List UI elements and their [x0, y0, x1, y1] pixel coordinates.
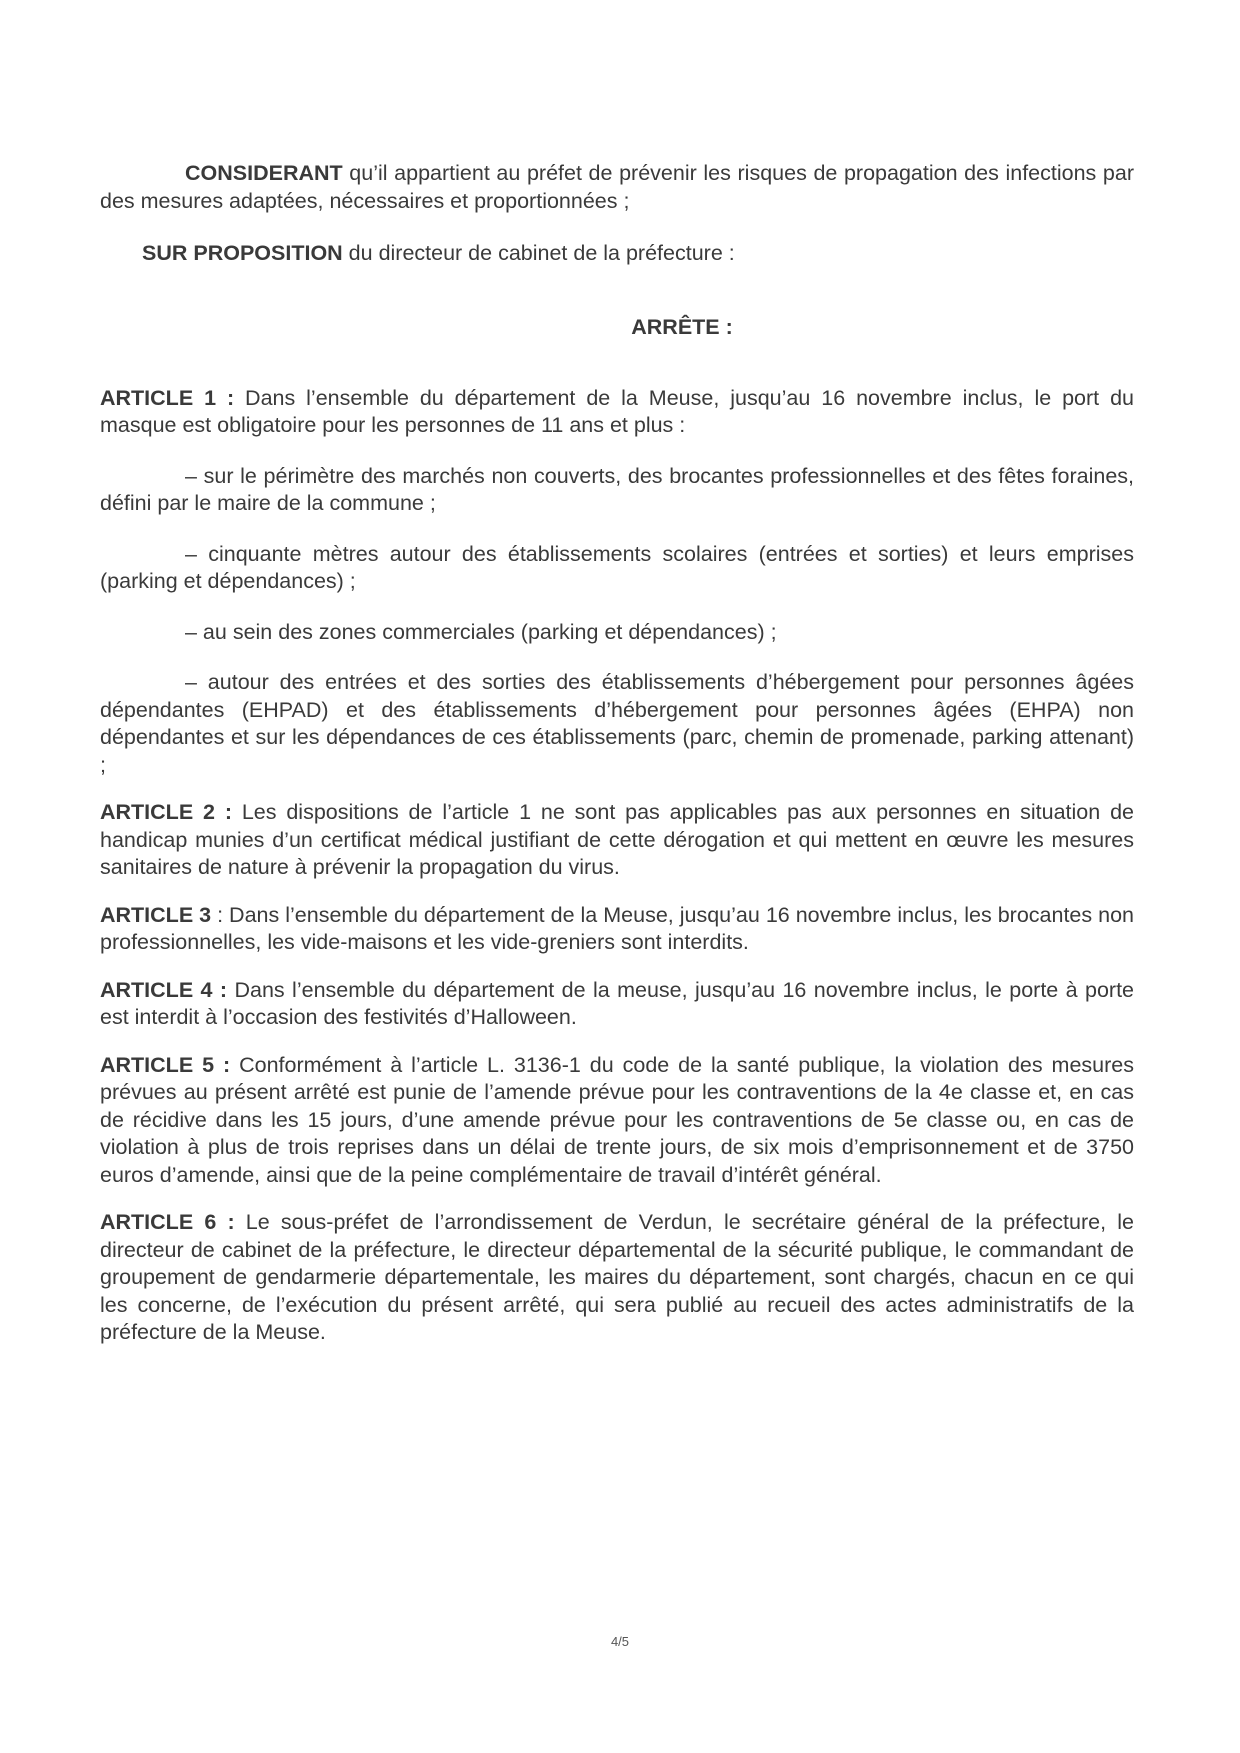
article-3-text: : Dans l’ensemble du département de la Meuse, jusqu’au 16 novembre inclus, les brocantes non professionnelles, les vide-maisons et les vide-greniers sont interdits. — [100, 902, 1134, 954]
article-5 — [100, 1052, 1134, 1190]
considerant-text: qu’il appartient au préfet de prévenir les risques de propagation des infections par des mesures adaptées, nécessaires et proportionnées ; — [100, 161, 1134, 213]
proposition-lead: SUR PROPOSITION — [142, 241, 343, 265]
article-6 — [100, 1209, 1134, 1347]
article-3-lead: ARTICLE 3 — [100, 902, 212, 927]
article-6-text: Le sous-préfet de l’arrondissement de Verdun, le secrétaire général de la préfecture, le directeur de cabinet de la préfecture, le directeur départemental de la sécurité publique, le commandant de groupement de gendarmerie départementale, les maires du département, sont chargés, chacun en ce qui les concerne, de l’exécution du présent arrêté, qui sera publié au recueil des actes administratifs de la préfecture de la Meuse. — [100, 1210, 1134, 1344]
article-2-lead: ARTICLE 2 : — [100, 800, 232, 824]
proposition-paragraph — [100, 240, 1134, 268]
article-5-lead: ARTICLE 5 : — [100, 1052, 231, 1077]
article-1-item-3: – au sein des zones commerciales (parking et dépendances) ; — [185, 619, 777, 644]
article-2 — [100, 799, 1134, 882]
article-1-item-4: – autour des entrées et des sorties des établissements d’hébergement pour personnes âgées dépendantes (EHPAD) et des établissements d’hébergement pour personnes âgées (EHPA) non dépendantes et sur les dépendances de ces établissements (parc, chemin de promenade, parking attenant) ; — [100, 670, 1134, 777]
article-1 — [100, 385, 1134, 440]
article-1-item-2: – cinquante mètres autour des établissements scolaires (entrées et sorties) et leurs emprises (parking et dépendances) ; — [100, 541, 1134, 593]
article-1-item-1: – sur le périmètre des marchés non couverts, des brocantes professionnelles et des fêtes foraines, défini par le maire de la commune ; — [100, 463, 1134, 515]
article-4-text: Dans l’ensemble du département de la meuse, jusqu’au 16 novembre inclus, le porte à porte est interdit à l’occasion des festivités d’Halloween. — [100, 977, 1134, 1029]
document-page — [100, 160, 1134, 1347]
article-5-text: Conformément à l’article L. 3136-1 du code de la santé publique, la violation des mesures prévues au présent arrêté est punie de l’amende prévue pour les contraventions de la 4e classe et, en cas de récidive dans les 15 jours, d’une amende prévue pour les contraventions de 5e classe ou, en cas de violation à plus de trois reprises dans un délai de trente jours, de six mois d’emprisonnement et de 3750 euros d’amende, ainsi que de la peine complémentaire de travail d’intérêt général. — [100, 1052, 1134, 1187]
article-4-lead: ARTICLE 4 : — [100, 977, 228, 1002]
article-6-lead: ARTICLE 6 : — [100, 1210, 235, 1234]
considerant-paragraph — [100, 160, 1134, 215]
article-2-text: Les dispositions de l’article 1 ne sont pas applicables pas aux personnes en situation de handicap munies d’un certificat médical justifiant de cette dérogation et qui mettent en œuvre les mesures sanitaires de nature à prévenir la propagation du virus. — [100, 800, 1134, 879]
arrete-heading: ARRÊTE : — [631, 314, 733, 339]
article-1-lead: ARTICLE 1 : — [100, 385, 235, 410]
page-number: 4/5 — [610, 1634, 630, 1649]
article-4 — [100, 977, 1134, 1032]
article-1-text: Dans l’ensemble du département de la Meuse, jusqu’au 16 novembre inclus, le port du masque est obligatoire pour les personnes de 11 ans et plus : — [100, 385, 1134, 437]
considerant-lead: CONSIDERANT — [185, 161, 343, 185]
proposition-text: du directeur de cabinet de la préfecture : — [342, 241, 735, 265]
article-3 — [100, 902, 1134, 957]
